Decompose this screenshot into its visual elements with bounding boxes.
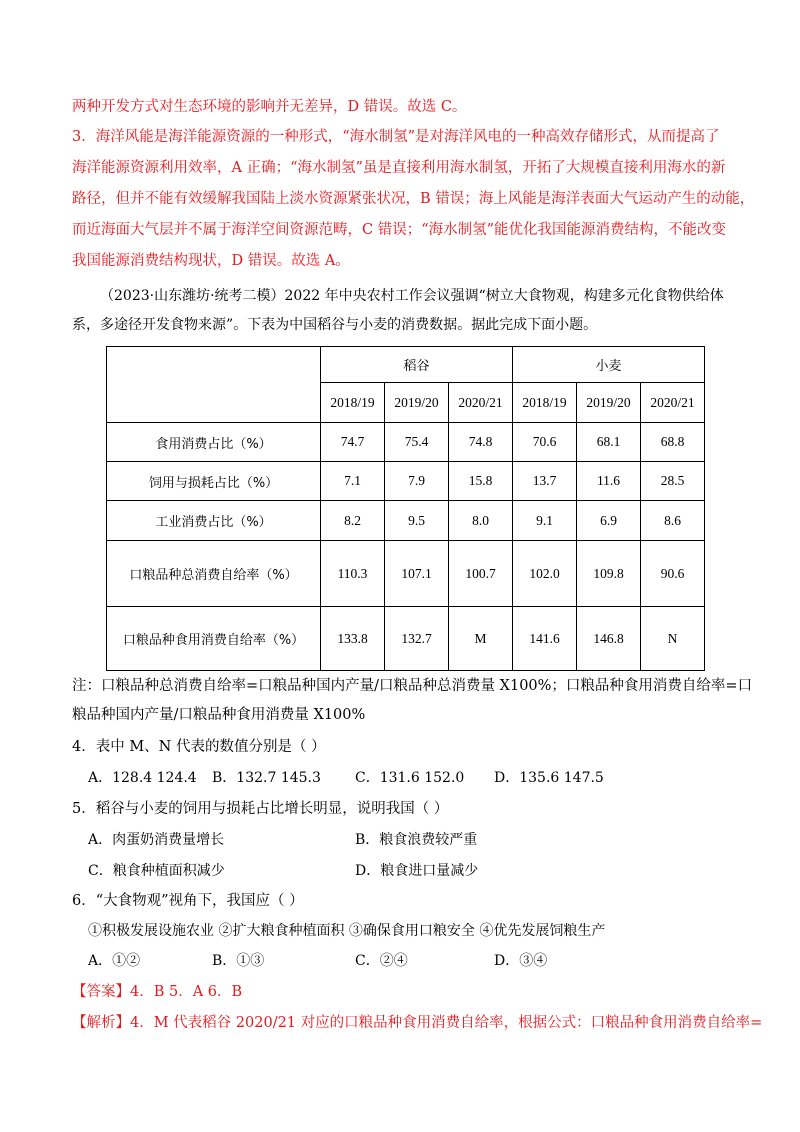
question-4-stem: 4．表中 M、N 代表的数值分别是（ ）: [72, 739, 326, 755]
answer-text-line: 3．海洋风能是海洋能源资源的一种形式，“海水制氢”是对海洋风电的一种高效存储形式，从而提高了: [72, 129, 720, 145]
table-cell: 132.7: [385, 607, 449, 671]
q6-items: ①积极发展设施农业 ②扩大粮食种植面积 ③确保食用口粮安全 ④优先发展饲粮生产: [88, 923, 606, 939]
q5-option-d: D．粮食进口量减少: [355, 863, 479, 879]
q4-option-d: D．135.6 147.5: [494, 770, 604, 786]
answer-text-line: 我国能源消费结构现状，D 错误。故选 A。: [72, 253, 350, 269]
table-group-header: 小麦: [513, 347, 705, 383]
year-header: 2019/20: [385, 383, 449, 423]
answer-text-line: 海洋能源资源利用效率，A 正确；“海水制氢”虽是直接利用海水制氢，开拓了大规模直接利用海水的新: [72, 160, 726, 176]
row-label: 食用消费占比（%）: [107, 423, 321, 462]
q4-option-a: A．128.4 124.4: [88, 770, 197, 786]
table-cell: 8.2: [321, 501, 385, 541]
q6-option-a: A．①②: [88, 953, 141, 969]
q5-option-a: A．肉蛋奶消费量增长: [88, 832, 225, 848]
table-cell: 146.8: [577, 607, 641, 671]
table-cell: 90.6: [641, 541, 705, 607]
table-cell: 100.7: [449, 541, 513, 607]
table-cell: 11.6: [577, 462, 641, 501]
table-cell: 74.7: [321, 423, 385, 462]
table-cell: 110.3: [321, 541, 385, 607]
answer-key: 【答案】4．B 5．A 6．B: [72, 984, 243, 1000]
year-header: 2019/20: [577, 383, 641, 423]
row-label: 口粮品种食用消费自给率（%）: [107, 607, 321, 671]
q5-option-b: B．粮食浪费较严重: [355, 832, 478, 848]
q6-option-c: C．②④: [355, 953, 408, 969]
answer-text-line: 两种开发方式对生态环境的影响并无差异，D 错误。故选 C。: [72, 99, 467, 115]
table-row: [107, 541, 705, 607]
table-cell: 13.7: [513, 462, 577, 501]
year-header: 2020/21: [449, 383, 513, 423]
table-row: [107, 501, 705, 541]
table-cell: 9.5: [385, 501, 449, 541]
table-cell: 7.9: [385, 462, 449, 501]
table-cell: 109.8: [577, 541, 641, 607]
table-cell: 8.6: [641, 501, 705, 541]
table-cell: 141.6: [513, 607, 577, 671]
table-cell: 7.1: [321, 462, 385, 501]
table-row: [107, 462, 705, 501]
table-cell: 102.0: [513, 541, 577, 607]
table-row: [107, 423, 705, 462]
year-header: 2018/19: [321, 383, 385, 423]
question-intro: （2023·山东潍坊·统考二模）2022 年中央农村工作会议强调“树立大食物观，构建多元化食物供给体: [100, 288, 724, 304]
table-cell: 75.4: [385, 423, 449, 462]
row-label: 工业消费占比（%）: [107, 501, 321, 541]
q6-option-b: B．①③: [212, 953, 265, 969]
table-row: [107, 607, 705, 671]
row-label: 口粮品种总消费自给率（%）: [107, 541, 321, 607]
table-cell: 107.1: [385, 541, 449, 607]
table-cell: 9.1: [513, 501, 577, 541]
question-intro: 系，多途径开发食物来源”。下表为中国稻谷与小麦的消费数据。据此完成下面小题。: [72, 317, 598, 333]
consumption-table: [106, 346, 705, 671]
q4-option-c: C．131.6 152.0: [355, 770, 465, 786]
row-label: 饲用与损耗占比（%）: [107, 462, 321, 501]
q6-option-d: D．③④: [494, 953, 548, 969]
analysis-text: 【解析】4．M 代表稻谷 2020/21 对应的口粮品种食用消费自给率，根据公式：口粮品种食用消费自给率=: [72, 1015, 763, 1031]
table-note: 粮品种国内产量/口粮品种食用消费量 X100%: [72, 707, 366, 723]
table-cell: 15.8: [449, 462, 513, 501]
q4-option-b: B．132.7 145.3: [212, 770, 321, 786]
answer-text-line: 路径，但并不能有效缓解我国陆上淡水资源紧张状况，B 错误；海上风能是海洋表面大气运动产生的动能，: [72, 191, 755, 207]
table-cell: M: [449, 607, 513, 671]
table-cell: N: [641, 607, 705, 671]
table-cell: 68.1: [577, 423, 641, 462]
table-cell: 133.8: [321, 607, 385, 671]
table-note: 注：口粮品种总消费自给率=口粮品种国内产量/口粮品种总消费量 X100%；口粮品种食用消费自给率=口: [72, 678, 753, 694]
table-header-row: [107, 347, 705, 383]
year-header: 2020/21: [641, 383, 705, 423]
table-corner-cell: [107, 347, 321, 423]
table-cell: 8.0: [449, 501, 513, 541]
question-6-stem: 6．“大食物观”视角下，我国应（ ）: [72, 893, 304, 909]
question-5-stem: 5．稻谷与小麦的饲用与损耗占比增长明显，说明我国（ ）: [72, 801, 449, 817]
year-header: 2018/19: [513, 383, 577, 423]
q5-option-c: C．粮食种植面积减少: [88, 863, 225, 879]
table-group-header: 稻谷: [321, 347, 513, 383]
table-cell: 28.5: [641, 462, 705, 501]
answer-text-line: 而近海面大气层并不属于海洋空间资源范畴，C 错误；“海水制氢”能优化我国能源消费结构，不能改变: [72, 222, 727, 238]
table-cell: 74.8: [449, 423, 513, 462]
table-cell: 6.9: [577, 501, 641, 541]
table-cell: 70.6: [513, 423, 577, 462]
table-cell: 68.8: [641, 423, 705, 462]
